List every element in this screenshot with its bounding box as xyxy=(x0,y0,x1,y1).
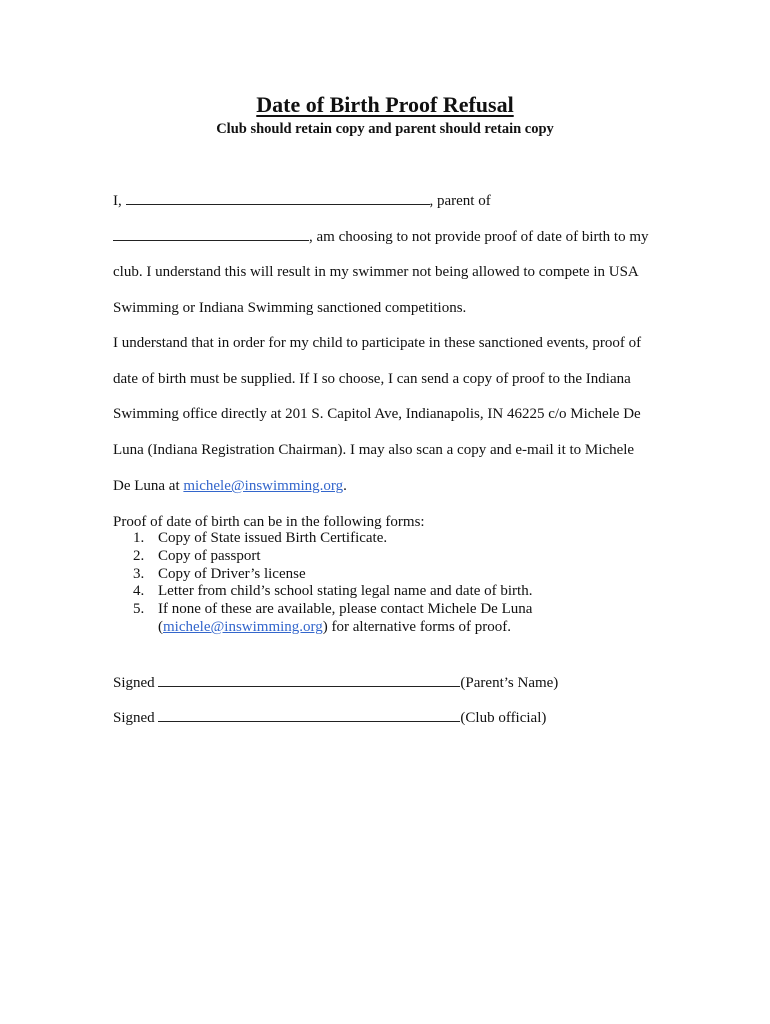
info-line-5 xyxy=(113,477,347,495)
signature-role: (Club official) xyxy=(460,710,547,726)
list-item-text: If none of these are available, please contact Michele De Luna xyxy=(158,601,533,618)
child-name-field[interactable] xyxy=(113,228,309,241)
signature-line-club xyxy=(113,709,546,727)
club-signature-field[interactable] xyxy=(158,709,460,722)
page-subtitle: Club should retain copy and parent should retain copy xyxy=(216,121,554,137)
signed-label: Signed xyxy=(113,675,155,691)
list-item-text: Letter from child’s school stating legal name and date of birth. xyxy=(158,583,533,600)
list-item-text xyxy=(158,619,511,637)
list-item-number: 3. xyxy=(133,565,145,582)
info-line-4: Luna (Indiana Registration Chairman). I may also scan a copy and e-mail it to Michele xyxy=(113,442,635,458)
page-title: Date of Birth Proof Refusal xyxy=(256,92,514,117)
paren-open: ( xyxy=(158,618,163,635)
list-item-number: 1. xyxy=(133,530,145,546)
parent-name-field[interactable] xyxy=(126,192,430,205)
list-item-text: Copy of Driver’s license xyxy=(158,565,306,582)
statement-line-3: club. I understand this will result in my swimmer not being allowed to compete in USA xyxy=(113,264,639,280)
list-item-number: 4. xyxy=(133,583,145,600)
signed-label: Signed xyxy=(113,710,155,726)
statement-choosing: , am choosing to not provide proof of date of birth to my xyxy=(309,229,649,245)
email-link[interactable]: michele@inswimming.org xyxy=(183,478,344,494)
alt-forms-text: ) for alternative forms of proof. xyxy=(322,618,512,635)
info-line-2: date of birth must be supplied. If I so choose, I can send a copy of proof to the Indiana xyxy=(113,371,631,387)
list-item-text: Copy of State issued Birth Certificate. xyxy=(158,530,388,546)
info-de-luna-at: De Luna at xyxy=(113,478,180,494)
statement-line-2 xyxy=(113,228,649,246)
list-item-number: 5. xyxy=(133,601,145,618)
statement-line-4: Swimming or Indiana Swimming sanctioned competitions. xyxy=(113,300,467,316)
signature-line-parent xyxy=(113,674,558,692)
parent-signature-field[interactable] xyxy=(158,674,460,687)
list-item-number: 2. xyxy=(133,547,145,564)
list-item-text: Copy of passport xyxy=(158,547,261,564)
info-line-3: Swimming office directly at 201 S. Capitol Ave, Indianapolis, IN 46225 c/o Michele De xyxy=(113,406,641,422)
proof-intro: Proof of date of birth can be in the following forms: xyxy=(113,514,425,530)
info-period: . xyxy=(343,478,347,494)
signature-role: (Parent’s Name) xyxy=(460,675,559,691)
statement-prefix: I, xyxy=(113,193,122,209)
info-line-1: I understand that in order for my child to participate in these sanctioned events, proof of xyxy=(113,335,642,351)
statement-line-1 xyxy=(113,192,491,210)
statement-parent-of: , parent of xyxy=(429,193,491,209)
email-link[interactable]: michele@inswimming.org xyxy=(163,618,323,635)
